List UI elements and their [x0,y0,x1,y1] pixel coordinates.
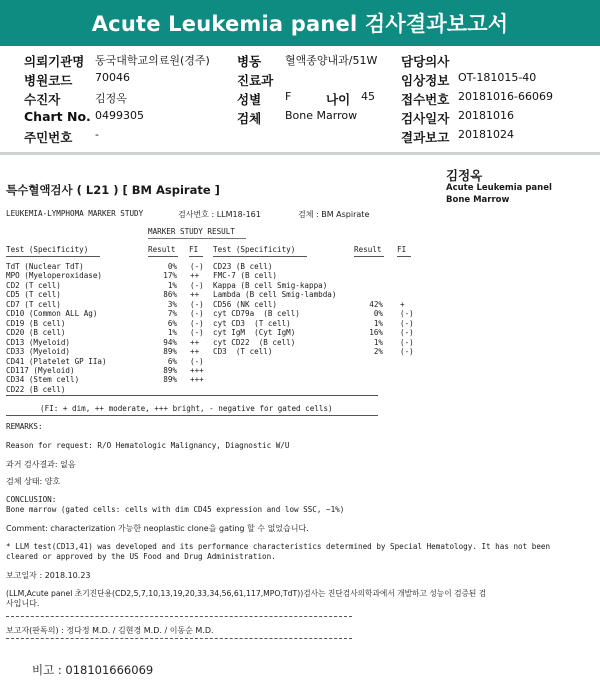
marker-test-cell: CD22 (B cell) [6,384,66,394]
stamp-panel-name: Acute Leukemia panel [446,183,552,193]
col-rule [148,256,178,257]
marker-result-cell: 86% [163,290,177,300]
col-rule [213,256,307,257]
header-row [0,128,600,147]
panel-note-line-2: 사입니다. [6,599,40,608]
value-hospital-code: 70046 [95,71,130,84]
conclusion-text: Bone marrow (gated cells: cells with dim CD45 expression and low SSC, ~1%) [6,505,345,514]
label-chart-no: Chart No. [24,109,91,124]
marker-fi-cell: (-) [400,318,414,328]
label-report-date: 결과보고 [401,130,450,145]
value-specimen: Bone Marrow [285,109,358,122]
value-patient: 김정옥 [95,92,127,105]
value-institution: 동국대학교의료원(경주) [95,54,210,67]
col-rule [397,256,411,257]
marker-result-cell: 42% [369,299,383,309]
col-rule [354,256,384,257]
col-result-right: Result [354,245,382,254]
col-rule [6,256,100,257]
header-row [0,90,600,109]
marker-test-cell: CD5 (T cell) [6,290,61,300]
label-sex: 성별 [237,92,262,107]
marker-result-cell: 17% [163,271,177,281]
report-date: 보고일자 : 2018.10.23 [6,571,91,580]
marker-result-cell: 89% [163,365,177,375]
marker-fi-cell: (-) [400,337,414,347]
stamp-specimen: Bone Marrow [446,195,510,205]
banner-title: Acute Leukemia panel 검사결과보고서 [91,12,509,36]
legend-rule [6,415,378,416]
marker-result-cell: 6% [167,318,177,328]
report-banner [0,0,600,46]
marker-fi-cell: (-) [190,356,204,366]
marker-fi-cell: ++ [190,290,200,300]
past-result: 과거 검사결과: 없음 [6,460,76,469]
marker-result-cell: 1% [167,328,177,338]
marker-fi-cell: (-) [190,280,204,290]
col-test-left: Test (Specificity) [6,245,89,254]
marker-fi-cell: (-) [190,262,204,271]
col-fi-left: FI [189,245,199,254]
marker-test-cell: cyt CD79a (B cell) [213,309,300,319]
value-age: 45 [361,90,375,103]
label-clinical-info: 임상정보 [401,73,450,88]
marker-result-cell: 89% [163,375,177,385]
marker-fi-cell: ++ [190,347,200,357]
marker-test-cell: CD3 (T cell) [213,347,273,357]
value-sex: F [285,90,292,103]
marker-result-cell: 6% [167,356,177,366]
label-test-date: 검사일자 [401,111,450,126]
value-accession: 20181016-66069 [458,90,553,103]
marker-fi-cell: ++ [190,271,200,281]
comment-text: Comment: characterization 가능한 neoplastic clone을 gating 할 수 없었습니다. [6,524,309,533]
marker-test-cell: CD56 (NK cell) [213,299,278,309]
marker-test-cell: FMC-7 (B cell) [213,271,278,281]
header-row [0,71,600,90]
marker-fi-cell: (-) [190,318,204,328]
marker-test-cell: CD41 (Platelet GP IIa) [6,356,107,366]
marker-fi-cell: (-) [400,309,414,319]
value-test-date: 20181016 [458,109,514,122]
marker-result-cell: 0% [167,262,177,271]
col-result-left: Result [148,245,176,254]
marker-test-cell: Lambda (B cell Smig-lambda) [213,290,337,300]
marker-result-cell: 1% [373,337,383,347]
label-patient: 수진자 [24,92,61,107]
marker-test-cell: CD19 (B cell) [6,318,66,328]
marker-fi-cell: (-) [400,347,414,357]
specimen-state: 검체 상태: 양호 [6,477,61,486]
stamp-patient-name: 김정옥 [446,168,483,183]
col-fi-right: FI [397,245,407,254]
label-institution: 의뢰기관명 [24,54,85,69]
marker-result-cell: 3% [167,299,177,309]
col-rule [189,256,203,257]
marker-fi-cell: (-) [400,328,414,338]
col-test-right: Test (Specificity) [213,245,296,254]
marker-test-cell: Kappa (B cell Smig-kappa) [213,280,328,290]
reason-for-request: Reason for request: R/O Hematologic Malignancy, Diagnostic W/U [6,441,290,450]
value-report-date: 20181024 [458,128,514,141]
label-ward: 병동 [237,54,262,69]
header-row [0,52,600,71]
marker-test-cell: cyt CD22 (B cell) [213,337,296,347]
label-age: 나이 [326,92,351,107]
value-ward: 혈액종양내과/51W [285,54,378,67]
label-accession: 접수번호 [401,92,450,107]
report-title: 특수혈액검사 ( L21 ) [ BM Aspirate ] [6,183,220,197]
value-clinical-info: OT-181015-40 [458,71,537,84]
marker-fi-cell: ++ [190,337,200,347]
section-divider [0,152,600,155]
marker-result-cell: 16% [369,328,383,338]
label-department: 진료과 [237,73,274,88]
marker-fi-cell: +++ [190,365,204,375]
marker-test-cell: CD33 (Myeloid) [6,347,71,357]
reporter-rule [6,616,352,617]
marker-test-cell: CD7 (T cell) [6,299,61,309]
accession-line: 검사번호 : LLM18-161 [178,210,261,219]
marker-fi-cell: + [400,299,405,309]
marker-test-cell: CD2 (T cell) [6,280,61,290]
marker-result-cell: 0% [373,309,383,319]
label-doctor: 담당의사 [401,54,450,69]
marker-test-cell: TdT (Nuclear TdT) [6,262,84,271]
llm-note-line-2: cleared or approved by the US Food and Drug Administration. [6,552,276,561]
fi-legend: (FI: + dim, ++ moderate, +++ bright, - negative for gated cells) [40,404,333,413]
table-bottom-rule [6,395,378,396]
study-line: LEUKEMIA-LYMPHOMA MARKER STUDY [6,209,144,218]
reporter-rule [6,638,352,639]
marker-test-cell: cyt IgM (Cyt IgM) [213,328,296,338]
llm-note-line-1: * LLM test(CD13,41) was developed and its performance characteristics determined by Special Hematology. It has not been [6,542,551,551]
marker-fi-cell: +++ [190,375,204,385]
scanned-report [0,158,600,693]
marker-test-cell: CD13 (Myeloid) [6,337,71,347]
panel-note-line-1: (LLM,Acute panel 초기진단용(CD2,5,7,10,13,19,20,33,34,56,61,117,MPO,TdT))검사는 진단검사의학과에서 개발하고 성능이 검증된 검 [6,589,487,598]
header-row [0,109,600,128]
bigo-note: 비고 : 018101666069 [32,663,154,677]
marker-fi-cell: (-) [190,299,204,309]
patient-header [0,52,600,150]
marker-test-cell: CD20 (B cell) [6,328,66,338]
marker-test-cell: cyt CD3 (T cell) [213,318,291,328]
value-resident-no: - [95,128,99,141]
marker-test-cell: MPO (Myeloperoxidase) [6,271,103,281]
marker-test-cell: CD23 (B cell) [213,262,273,271]
marker-result-cell: 2% [373,347,383,357]
heading-underline [148,238,246,239]
remarks-label: REMARKS: [6,422,43,431]
marker-result-cell: 1% [373,318,383,328]
label-hospital-code: 병원코드 [24,73,73,88]
label-resident-no: 주민번호 [24,130,73,145]
reporters: 보고자(판독의) : 정다정 M.D. / 김현경 M.D. / 이동순 M.D. [6,626,214,635]
marker-result-cell: 1% [167,280,177,290]
marker-result-cell: 7% [167,309,177,319]
marker-fi-cell: (-) [190,309,204,319]
label-specimen: 검체 [237,111,262,126]
result-heading: MARKER STUDY RESULT [148,227,235,236]
value-chart-no: 0499305 [95,109,144,122]
marker-result-cell: 89% [163,347,177,357]
conclusion-label: CONCLUSION: [6,495,57,504]
specimen-line: 검체 : BM Aspirate [298,210,370,219]
marker-fi-cell: (-) [190,328,204,338]
marker-test-cell: CD117 (Myeloid) [6,365,75,375]
marker-test-cell: CD10 (Common ALL Ag) [6,309,98,319]
marker-test-cell: CD34 (Stem cell) [6,375,80,385]
marker-result-cell: 94% [163,337,177,347]
